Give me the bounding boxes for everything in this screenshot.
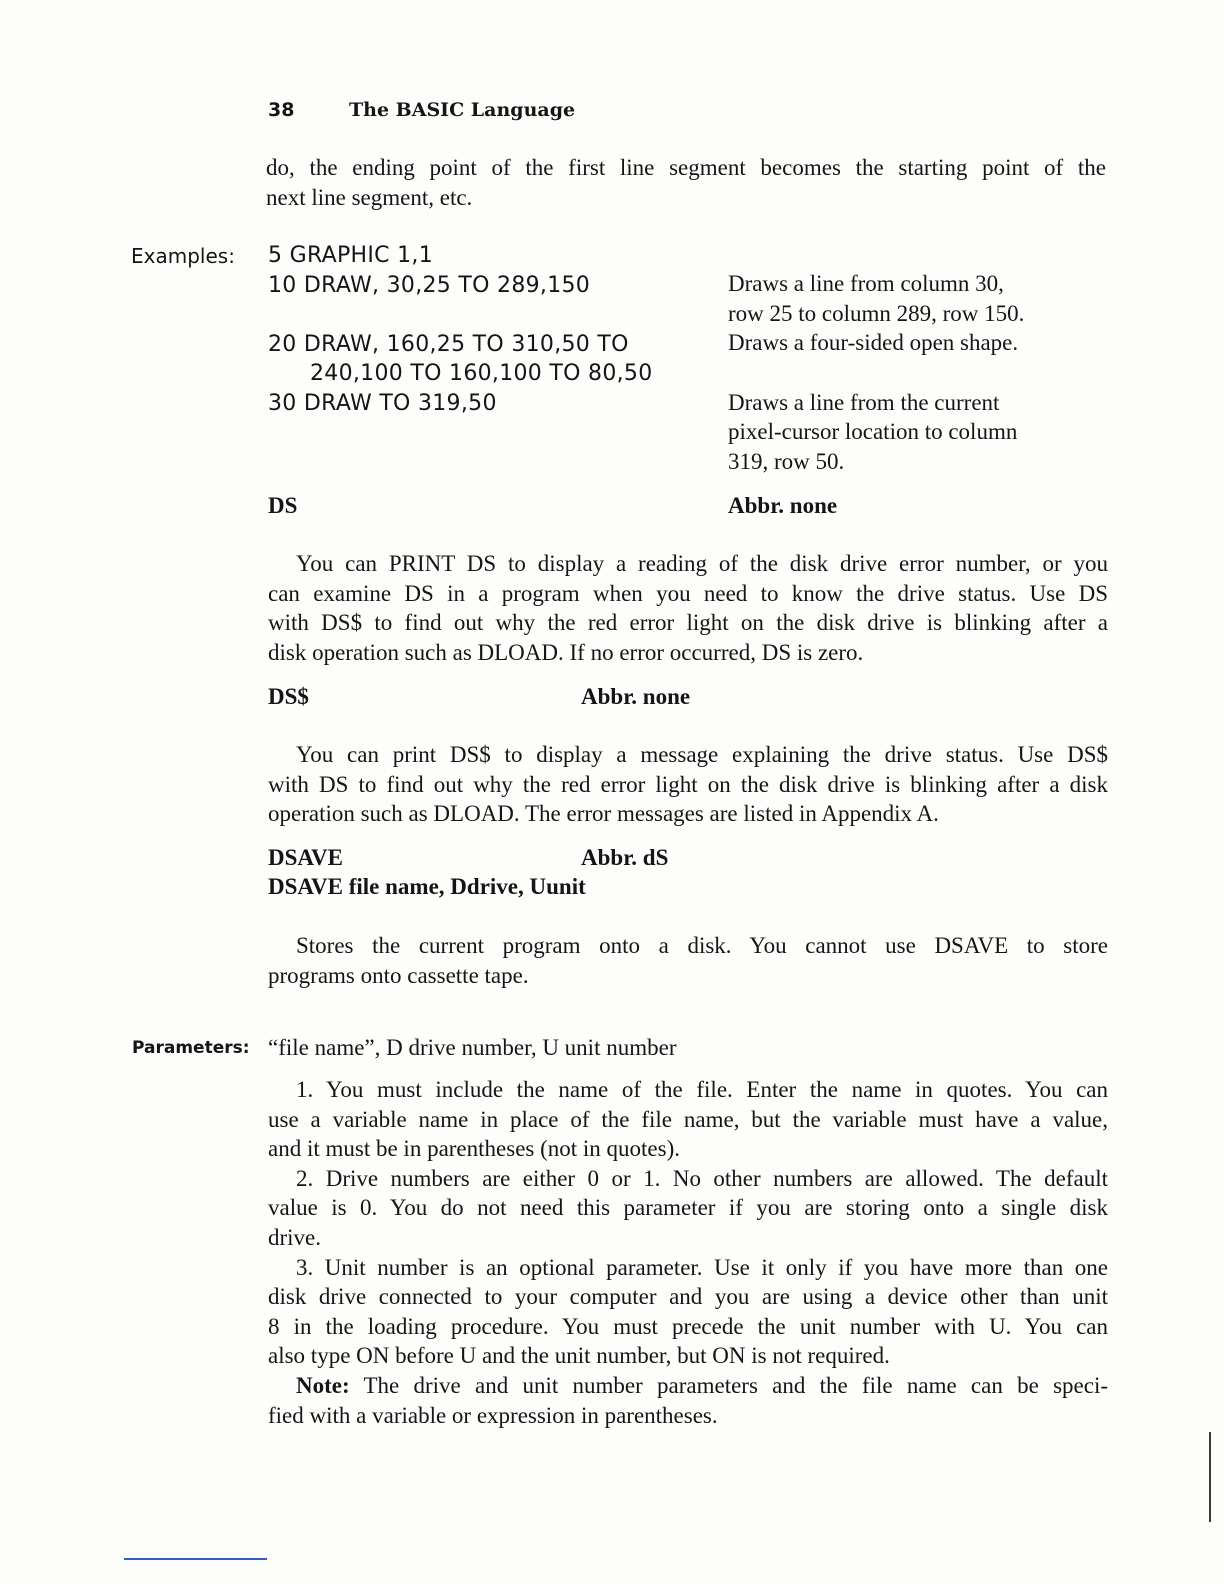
footer-rule bbox=[124, 1558, 267, 1560]
examples-label: Examples: bbox=[131, 244, 235, 268]
example-note: 319, row 50. bbox=[728, 449, 845, 474]
abbreviation-dsave: Abbr. dS bbox=[581, 845, 669, 870]
code-line: 10 DRAW, 30,25 TO 289,150 bbox=[268, 273, 591, 298]
code-line: 20 DRAW, 160,25 TO 310,50 TO bbox=[268, 332, 629, 357]
parameter-item-line: use a variable name in place of the file name, but the variable must have a value, bbox=[268, 1106, 1108, 1132]
ds-string-line: You can print DS$ to display a message explaining the drive status. Use DS$ bbox=[296, 742, 1108, 767]
note-text: The drive and unit number parameters and the file name can be speci- bbox=[349, 1372, 1108, 1398]
parameters-summary: “file name”, D drive number, U unit number bbox=[268, 1035, 677, 1060]
parameter-item-line: also type ON before U and the unit number, but ON is not required. bbox=[268, 1343, 890, 1369]
example-note: Draws a four-sided open shape. bbox=[728, 330, 1019, 355]
ds-line: with DS$ to find out why the red error light on the disk drive is blinking after a bbox=[268, 610, 1108, 636]
parameter-item-line: 3. Unit number is an optional parameter. Use it only if you have more than one bbox=[296, 1254, 1108, 1280]
dsave-line: Stores the current program onto a disk. You cannot use DSAVE to store bbox=[296, 933, 1108, 958]
intro-line: next line segment, etc. bbox=[266, 184, 473, 210]
code-line: 240,100 TO 160,100 TO 80,50 bbox=[310, 361, 653, 386]
ds-line: disk operation such as DLOAD. If no error occurred, DS is zero. bbox=[268, 639, 864, 665]
code-line: 5 GRAPHIC 1,1 bbox=[268, 243, 434, 268]
ds-line: You can PRINT DS to display a reading of the disk drive error number, or you bbox=[296, 551, 1108, 576]
keyword-heading-ds-string: DS$ bbox=[268, 684, 309, 709]
page-number: 38 bbox=[268, 99, 295, 121]
parameter-item-line: drive. bbox=[268, 1224, 322, 1250]
parameters-list bbox=[268, 1075, 1108, 1430]
parameter-item-line: value is 0. You do not need this parameter if you are storing onto a single disk bbox=[268, 1195, 1108, 1221]
page-header-title: The BASIC Language bbox=[349, 99, 576, 121]
intro-line: do, the ending point of the first line segment becomes the starting point of the bbox=[266, 155, 1106, 180]
abbreviation-ds-string: Abbr. none bbox=[581, 684, 691, 709]
note-line: fied with a variable or expression in parentheses. bbox=[268, 1402, 718, 1428]
dsave-line: programs onto cassette tape. bbox=[268, 962, 529, 988]
abbreviation-ds: Abbr. none bbox=[728, 493, 838, 518]
dsave-syntax: DSAVE file name, Ddrive, Uunit bbox=[268, 874, 586, 899]
keyword-heading-dsave: DSAVE bbox=[268, 845, 343, 870]
note-label: Note: bbox=[296, 1372, 350, 1398]
note-line bbox=[268, 1371, 1108, 1401]
ds-description bbox=[268, 549, 1108, 667]
page-edge-mark bbox=[1209, 1432, 1211, 1522]
example-note: Draws a line from the current bbox=[728, 390, 1000, 415]
example-note: Draws a line from column 30, bbox=[728, 271, 1004, 296]
code-line: 30 DRAW TO 319,50 bbox=[268, 391, 497, 416]
dsave-description bbox=[268, 931, 1108, 990]
ds-line: can examine DS in a program when you need to know the drive status. Use DS bbox=[268, 580, 1108, 606]
ds-string-description bbox=[268, 740, 1108, 829]
parameter-item-line: 8 in the loading procedure. You must precede the unit number with U. You can bbox=[268, 1313, 1108, 1339]
example-note: row 25 to column 289, row 150. bbox=[728, 301, 1025, 326]
intro-paragraph bbox=[266, 153, 1106, 212]
ds-string-line: with DS to find out why the red error light on the disk drive is blinking after a disk bbox=[268, 771, 1108, 797]
ds-string-line: operation such as DLOAD. The error messages are listed in Appendix A. bbox=[268, 801, 939, 827]
parameter-item-line: and it must be in parentheses (not in quotes). bbox=[268, 1136, 681, 1162]
parameter-item-line: disk drive connected to your computer and you are using a device other than unit bbox=[268, 1284, 1108, 1310]
parameter-item-line: 2. Drive numbers are either 0 or 1. No other numbers are allowed. The default bbox=[296, 1165, 1108, 1191]
parameter-item-line: 1. You must include the name of the file. Enter the name in quotes. You can bbox=[296, 1077, 1108, 1102]
keyword-heading-ds: DS bbox=[268, 493, 298, 518]
parameters-label: Parameters: bbox=[132, 1038, 250, 1058]
example-note: pixel-cursor location to column bbox=[728, 419, 1018, 444]
